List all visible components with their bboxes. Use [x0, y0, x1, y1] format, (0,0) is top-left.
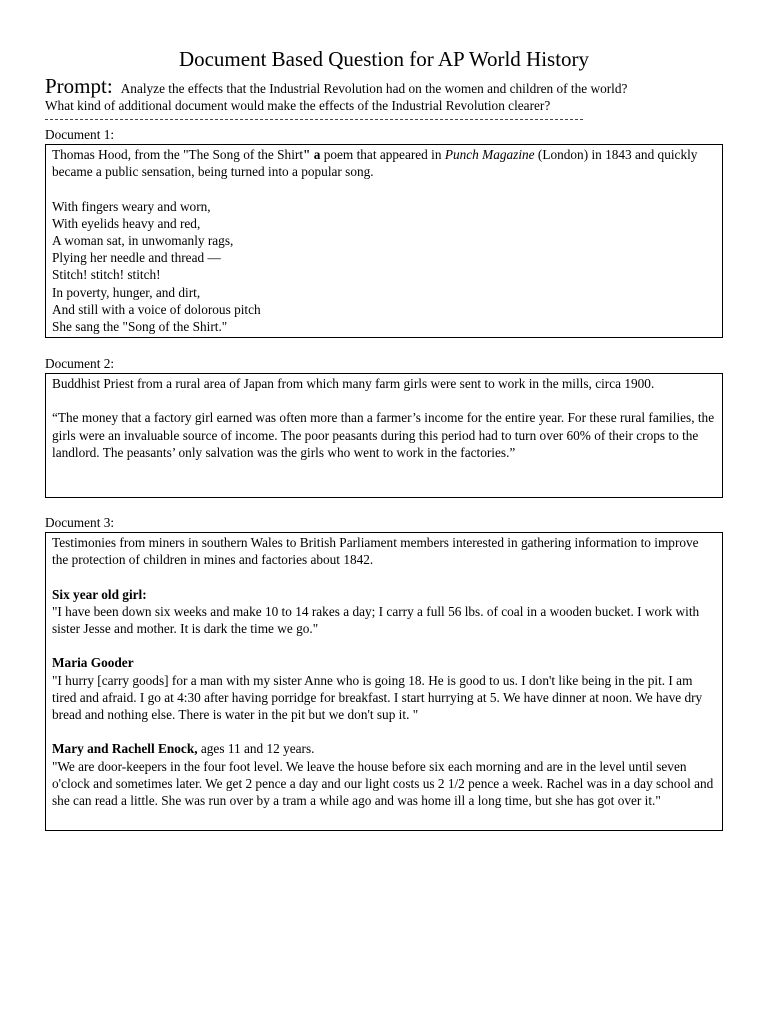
poem-line: In poverty, hunger, and dirt,	[52, 284, 201, 300]
testimony-text: "I have been down six weeks and make 10 to 14 rakes a day; I carry a full 56 lbs. of coal in a wooden bucket. I work with sister Jesse and mother. It is dark the time we go."	[52, 603, 700, 636]
testimony-heading	[52, 740, 716, 757]
document-1-label: Document 1:	[45, 127, 115, 142]
testimony-speaker: Maria Gooder	[52, 655, 134, 671]
document-1-intro-end: (London) in 1843 and quickly became a public sensation, being turned into a popular song.	[52, 147, 698, 180]
page-title: Document Based Question for AP World History	[178, 47, 590, 71]
testimony-speaker-detail: ages 11 and 12 years.	[197, 741, 315, 757]
poem-line: And still with a voice of dolorous pitch	[52, 301, 261, 317]
document-1-publication: Punch Magazine	[444, 147, 535, 162]
testimony-speaker: Six year old girl:	[52, 586, 147, 602]
testimony-heading	[52, 586, 716, 603]
poem-line: A woman sat, in unwomanly rags,	[52, 233, 234, 248]
prompt-label: Prompt:	[45, 74, 113, 98]
document-1-box	[45, 144, 723, 338]
testimony-speaker: Mary and Rachell Enock,	[52, 741, 198, 757]
document-3-label: Document 3:	[45, 515, 115, 530]
poem-line: With eyelids heavy and red,	[52, 215, 201, 231]
testimony-text: "We are door-keepers in the four foot level. We leave the house before six each morning and are in the level until seven o'clock and sometimes later. We get 2 pence a day and our light costs us 2 1/2 pence a week. Rachel was in a day school and she can read a little. She was run over by a tram a while ago and was home ill a long time, but she has got over it."	[52, 758, 714, 808]
poem-line: She sang the "Song of the Shirt."	[52, 319, 228, 335]
document-3-intro: Testimonies from miners in southern Wales to British Parliament members interested in gathering information to improve the protection of children in mines and factories about 1842.	[52, 535, 699, 568]
document-1-intro-start: Thomas Hood, from the "The Song of the Shirt	[52, 147, 304, 162]
poem-line: Plying her needle and thread —	[52, 250, 221, 266]
poem-line: With fingers weary and worn,	[52, 198, 211, 214]
document-1-intro	[52, 146, 716, 180]
document-3-box	[45, 532, 723, 831]
document-1-intro-quote: " a	[303, 147, 321, 162]
divider-rule	[45, 119, 583, 120]
testimony-heading	[52, 654, 716, 671]
document-2-label: Document 2:	[45, 356, 115, 371]
document-1-intro-mid: poem that appeared in	[320, 147, 445, 162]
poem-line: Stitch! stitch! stitch!	[52, 267, 161, 283]
document-2-quote: “The money that a factory girl earned was often more than a farmer’s income for the entire year. For these rural families, the girls were an invaluable source of income. The poor peasants during this period had to turn over 60% of their crops to the landlord. The peasants’ only salvation was the girls who went to work in the factories.”	[52, 410, 715, 460]
testimony-text: "I hurry [carry goods] for a man with my sister Anne who is going 18. He is good to us. I don't like being in the pit. I am tired and afraid. I go at 4:30 after having porridge for breakfast. I start hurrying at 5. We have dinner at noon. We have dry bread and nothing else. There is water in the pit but we don't sup it. "	[52, 672, 703, 722]
prompt-question-2: What kind of additional document would make the effects of the Industrial Revolution clearer?	[45, 98, 551, 113]
document-2-intro: Buddhist Priest from a rural area of Japan from which many farm girls were sent to work in the mills, circa 1900.	[52, 376, 655, 391]
document-2-box	[45, 373, 723, 498]
prompt-question-1: Analyze the effects that the Industrial Revolution had on the women and children of the world?	[120, 81, 628, 96]
